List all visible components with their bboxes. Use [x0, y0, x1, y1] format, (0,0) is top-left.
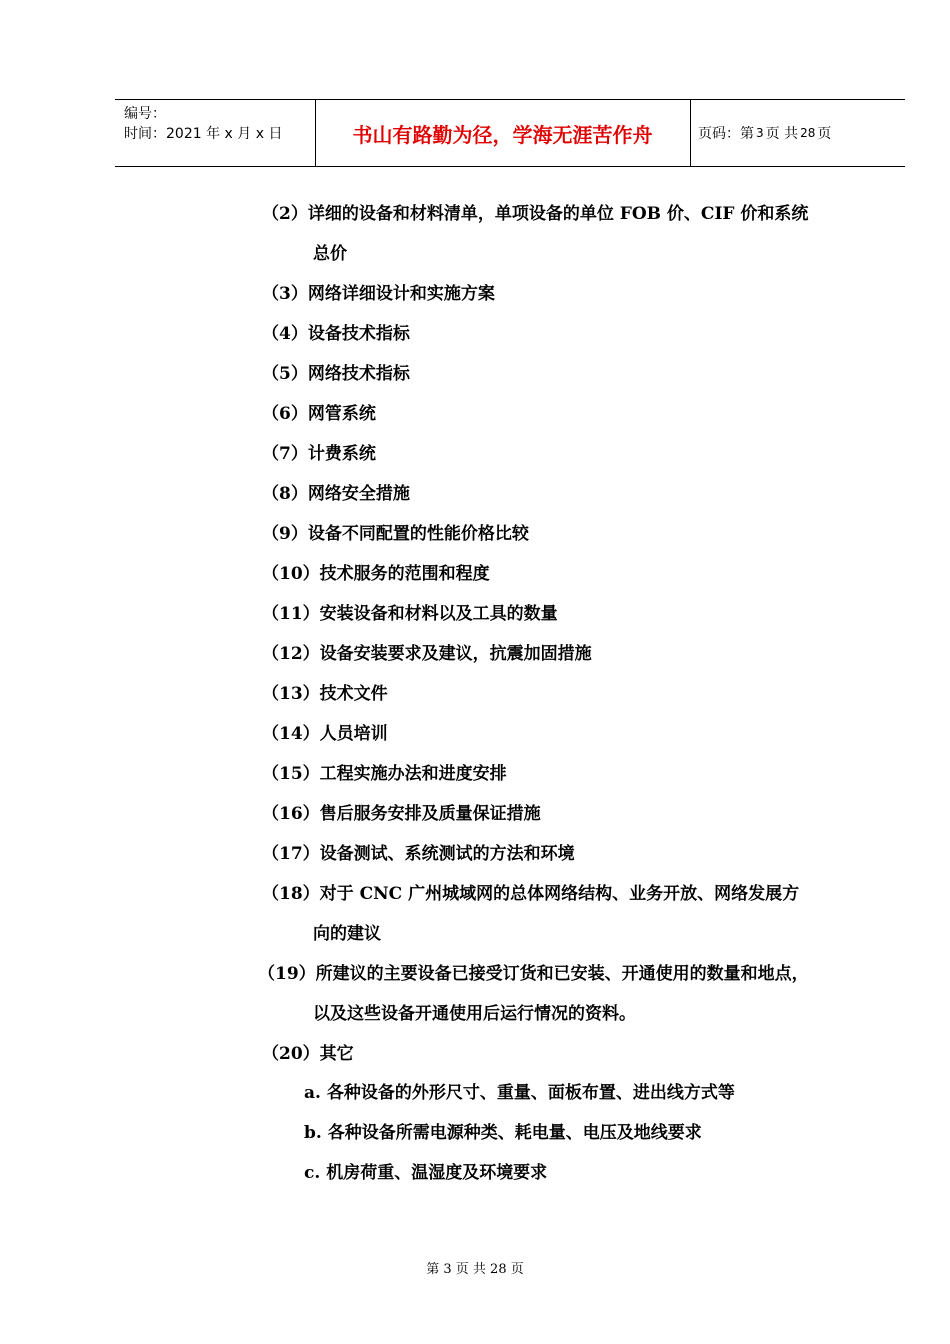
header-divider	[690, 100, 691, 166]
page-header	[115, 99, 905, 167]
item-text: 网络技术指标	[307, 364, 410, 384]
page-total: 28	[800, 126, 816, 140]
item-text: 设备测试、系统测试的方法和环境	[319, 844, 575, 864]
item-continuation: 总价	[313, 244, 347, 264]
item-text: 所建议的主要设备已接受订货和已安装、开通使用的数量和地点，	[315, 964, 809, 984]
item-text: 对于 CNC 广州城域网的总体网络结构、业务开放、网络发展方	[319, 884, 800, 904]
item-number: （11）	[262, 604, 320, 624]
time-label: 时间：2021 年 x 月 x 日	[124, 126, 283, 142]
item-number: （15）	[262, 764, 320, 784]
header-motto: 书山有路勤为径，学海无涯苦作舟	[352, 122, 653, 147]
list-item	[262, 404, 376, 424]
list-item	[262, 724, 388, 744]
item-text: 技术服务的范围和程度	[319, 564, 490, 584]
item-number: （14）	[262, 724, 320, 744]
sub-item: b. 各种设备所需电源种类、耗电量、电压及地线要求	[304, 1123, 702, 1143]
item-text: 售后服务安排及质量保证措施	[319, 804, 541, 824]
list-item	[262, 524, 529, 544]
item-number: （12）	[262, 644, 320, 664]
item-number: （13）	[262, 684, 320, 704]
item-text: 技术文件	[319, 684, 388, 704]
item-number: （9）	[262, 524, 308, 544]
item-number: （4）	[262, 324, 308, 344]
item-text: 网络详细设计和实施方案	[307, 284, 495, 304]
item-number: （20）	[262, 1044, 320, 1064]
number-label: 编号：	[124, 106, 166, 122]
item-text: 设备不同配置的性能价格比较	[307, 524, 529, 544]
list-item	[262, 644, 592, 664]
list-item	[262, 564, 490, 584]
item-text: 人员培训	[319, 724, 388, 744]
item-number: （17）	[262, 844, 320, 864]
item-text: 网络安全措施	[307, 484, 410, 504]
item-text: 详细的设备和材料清单，单项设备的单位 FOB 价、CIF 价和系统	[307, 204, 809, 224]
item-number: （3）	[262, 284, 308, 304]
sub-item: a. 各种设备的外形尺寸、重量、面板布置、进出线方式等	[304, 1083, 735, 1103]
item-number: （19）	[258, 964, 316, 984]
list-item	[262, 684, 388, 704]
item-number: （7）	[262, 444, 308, 464]
page-prefix: 页码：第	[698, 126, 754, 142]
item-number: （5）	[262, 364, 308, 384]
header-meta	[124, 104, 282, 144]
page-mid: 页 共	[765, 126, 799, 142]
list-item	[258, 964, 809, 984]
list-item	[262, 324, 410, 344]
sub-item: c. 机房荷重、温湿度及环境要求	[304, 1163, 548, 1183]
item-text: 其它	[319, 1044, 354, 1064]
item-number: （2）	[262, 204, 308, 224]
item-text: 设备安装要求及建议，抗震加固措施	[319, 644, 592, 664]
item-text: 工程实施办法和进度安排	[319, 764, 507, 784]
item-continuation: 向的建议	[313, 924, 381, 944]
list-item	[262, 1044, 354, 1064]
item-text: 设备技术指标	[307, 324, 410, 344]
header-page-info	[698, 100, 831, 166]
item-number: （18）	[262, 884, 320, 904]
item-text: 安装设备和材料以及工具的数量	[319, 604, 558, 624]
list-item	[262, 284, 495, 304]
item-number: （16）	[262, 804, 320, 824]
list-item	[262, 844, 575, 864]
item-number: （8）	[262, 484, 308, 504]
list-item	[262, 764, 507, 784]
item-text: 计费系统	[307, 444, 376, 464]
page-footer: 第 3 页 共 28 页	[426, 1262, 524, 1277]
item-text: 网管系统	[307, 404, 376, 424]
list-item	[262, 804, 541, 824]
list-item	[262, 364, 410, 384]
list-item	[262, 884, 799, 904]
list-item	[262, 204, 808, 224]
list-item	[262, 444, 376, 464]
page-suffix: 页	[817, 126, 832, 142]
page-current: 3	[756, 126, 764, 140]
item-continuation: 以及这些设备开通使用后运行情况的资料。	[313, 1004, 636, 1024]
item-number: （6）	[262, 404, 308, 424]
list-item	[262, 604, 558, 624]
list-item	[262, 484, 410, 504]
item-number: （10）	[262, 564, 320, 584]
